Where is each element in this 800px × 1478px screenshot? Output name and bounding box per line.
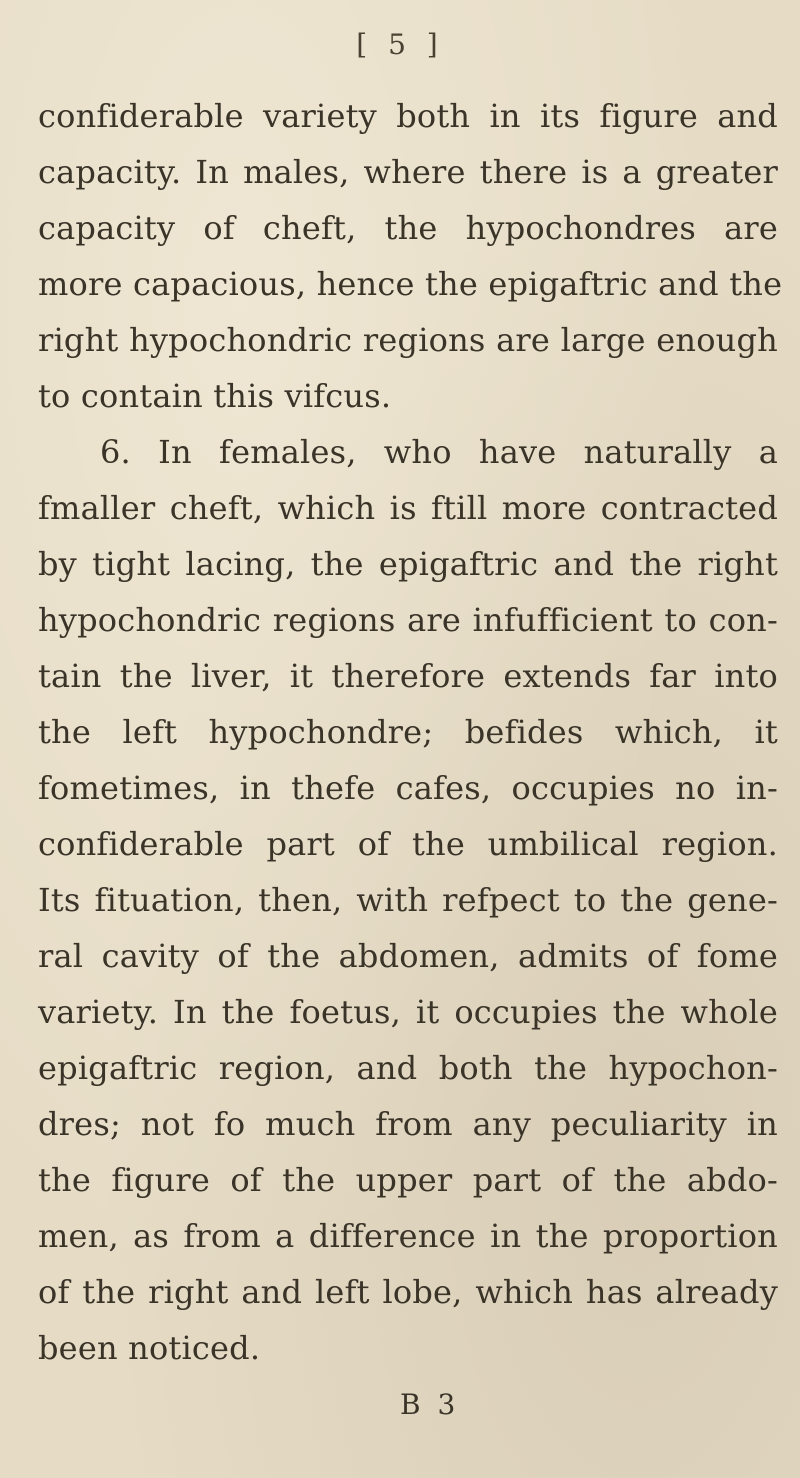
text-line: capacity of cheft, the hypochondres are: [38, 209, 778, 247]
text-line: Its fituation, then, with refpect to the gene-: [38, 881, 778, 919]
signature-mark: B 3: [400, 1388, 460, 1421]
text-line: right hypochondric regions are large enough: [38, 321, 778, 359]
text-line: capacity. In males, where there is a greater: [38, 153, 778, 191]
text-line: confiderable part of the umbilical region.: [38, 825, 778, 863]
text-line: been noticed.: [38, 1329, 261, 1367]
body-text: [38, 88, 783, 1376]
text-line: the left hypochondre; befides which, it: [38, 713, 778, 751]
text-line: confiderable variety both in its figure and: [38, 97, 778, 135]
text-line: men, as from a difference in the proportion: [38, 1217, 778, 1255]
text-line: epigaftric region, and both the hypochon-: [38, 1049, 778, 1087]
text-line: by tight lacing, the epigaftric and the right: [38, 545, 778, 583]
text-line: variety. In the foetus, it occupies the whole: [38, 993, 778, 1031]
text-line: ral cavity of the abdomen, admits of fome: [38, 937, 778, 975]
page-number: [ 5 ]: [356, 28, 444, 61]
text-line: of the right and left lobe, which has already: [38, 1273, 778, 1311]
text-line: more capacious, hence the epigaftric and the: [38, 265, 783, 303]
text-line: to contain this vifcus.: [38, 377, 392, 415]
text-line: fometimes, in thefe cafes, occupies no in-: [38, 769, 778, 807]
text-line: tain the liver, it therefore extends far into: [38, 657, 778, 695]
paragraph-start-line: 6. In females, who have naturally a: [100, 433, 778, 471]
text-line: fmaller cheft, which is ftill more contracted: [38, 489, 778, 527]
text-line: dres; not fo much from any peculiarity in: [38, 1105, 778, 1143]
text-line: hypochondric regions are infufficient to con-: [38, 601, 778, 639]
text-line: the figure of the upper part of the abdo-: [38, 1161, 778, 1199]
